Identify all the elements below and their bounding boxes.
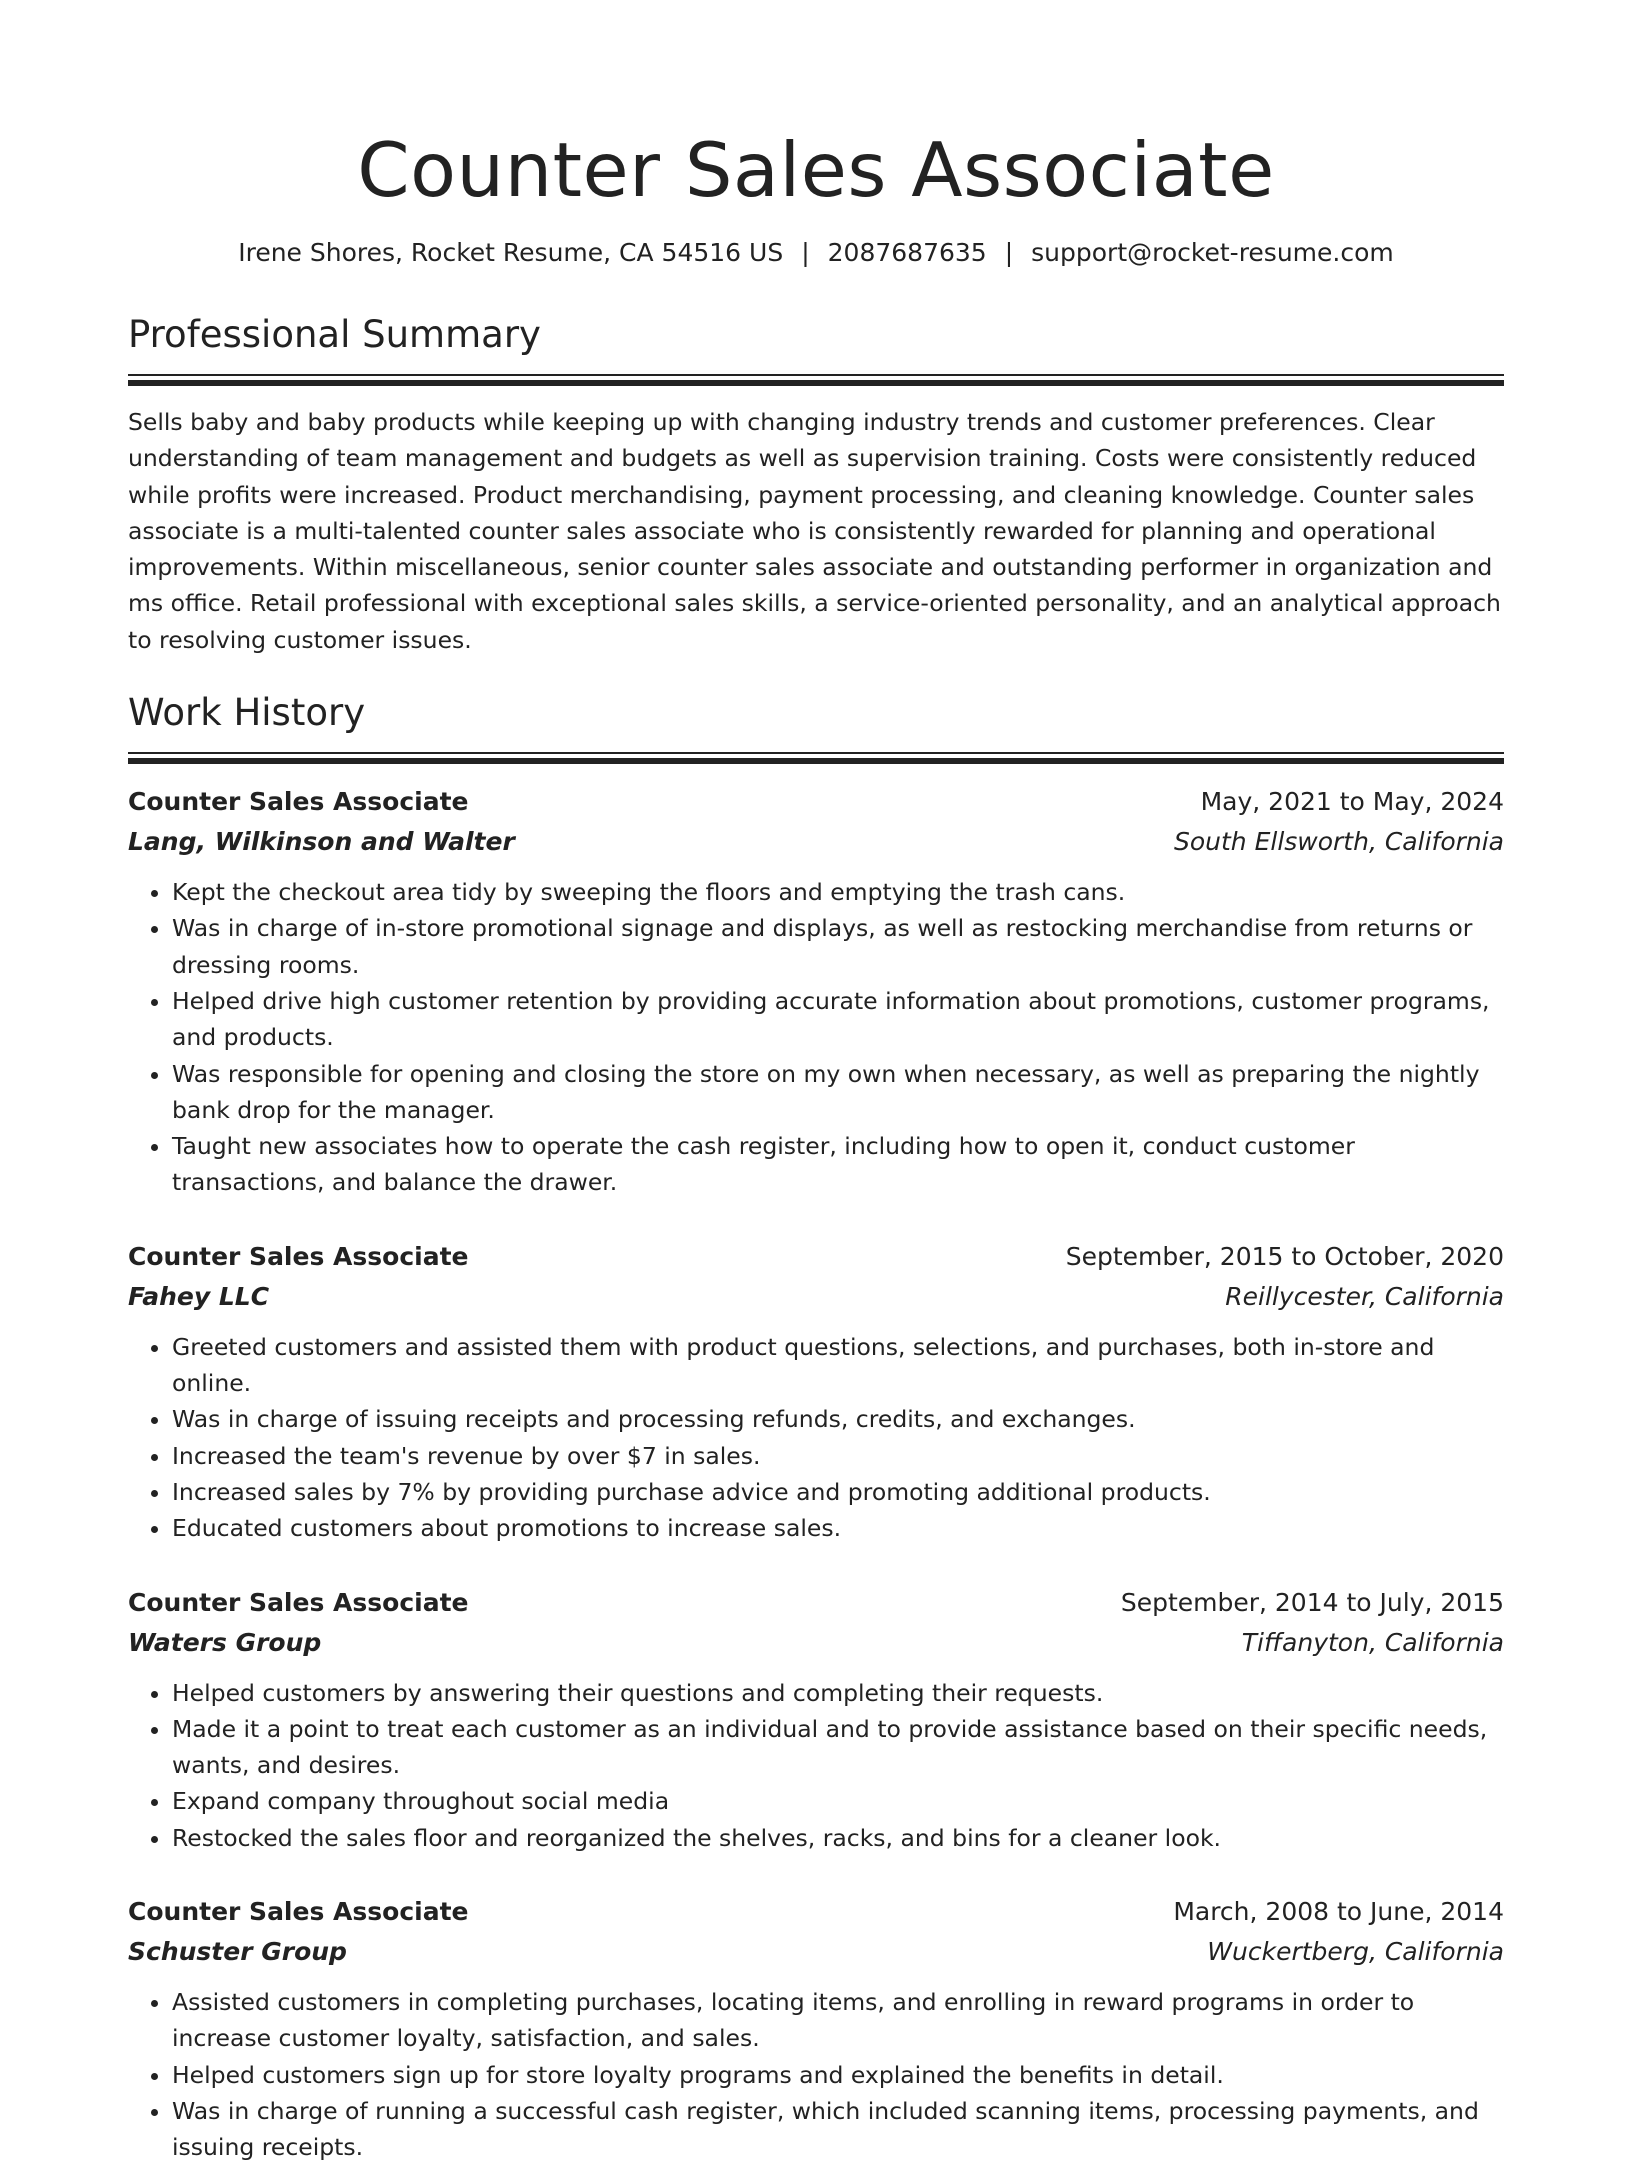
job-bullet: • Kept the checkout area tidy by sweeping the floors and emptying the trash cans. [172, 874, 1504, 910]
job-entry [128, 1583, 1504, 1856]
job-dates: September, 2015 to October, 2020 [1065, 1241, 1504, 1271]
contact-line [128, 236, 1504, 270]
job-title: Counter Sales Associate [128, 1587, 469, 1617]
job-company: Waters Group [128, 1627, 322, 1657]
job-bullet: • Assisted customers in completing purchases, locating items, and enrolling in reward programs in order to increase customer loyalty, satisfaction, and sales. [172, 1984, 1504, 2057]
job-title: Counter Sales Associate [128, 787, 469, 817]
job-location: Wuckertberg, California [1207, 1937, 1504, 1967]
job-title: Counter Sales Associate [128, 1241, 469, 1271]
job-bullet: • Increased sales by 7% by providing purchase advice and promoting additional products. [172, 1474, 1504, 1510]
job-bullet: • Helped customers by answering their questions and completing their requests. [172, 1675, 1504, 1711]
job-bullet: • Increased the team's revenue by over $7 in sales. [172, 1438, 1504, 1474]
job-header-row [128, 1583, 1504, 1623]
job-subheader-row [128, 1277, 1504, 1317]
job-header-row [128, 1237, 1504, 1277]
job-bullet-list [128, 1984, 1504, 2165]
job-bullet: • Taught new associates how to operate the cash register, including how to open it, conduct customer transactions, and balance the drawer. [172, 1128, 1504, 1201]
professional-summary-section [128, 310, 1504, 658]
section-divider [128, 752, 1504, 764]
resume-title: Counter Sales Associate [357, 126, 1275, 214]
contact-email: support@rocket-resume.com [1031, 238, 1394, 267]
job-dates: September, 2014 to July, 2015 [1120, 1587, 1504, 1617]
contact-separator: | [801, 238, 810, 267]
job-bullet: • Helped customers sign up for store loyalty programs and explained the benefits in detail. [172, 2057, 1504, 2093]
section-divider [128, 374, 1504, 386]
work-history-section [128, 688, 1504, 2165]
section-heading-work-history: Work History [128, 691, 366, 735]
job-bullet: • Restocked the sales floor and reorganized the shelves, racks, and bins for a cleaner look. [172, 1820, 1504, 1856]
job-subheader-row [128, 1932, 1504, 1972]
resume-page [128, 0, 1504, 2166]
job-bullet: • Was responsible for opening and closing the store on my own when necessary, as well as preparing the nightly bank drop for the manager. [172, 1056, 1504, 1129]
job-bullet: • Was in charge of issuing receipts and processing refunds, credits, and exchanges. [172, 1401, 1504, 1437]
job-location: Tiffanyton, California [1241, 1627, 1504, 1657]
job-header-row [128, 782, 1504, 822]
job-dates: May, 2021 to May, 2024 [1200, 787, 1504, 817]
job-bullet: • Was in charge of running a successful cash register, which included scanning items, processing payments, and issuing receipts. [172, 2093, 1504, 2166]
job-bullet-list [128, 1329, 1504, 1547]
job-bullet: • Made it a point to treat each customer as an individual and to provide assistance based on their specific needs, wants, and desires. [172, 1711, 1504, 1784]
job-location: Reillycester, California [1225, 1281, 1504, 1311]
job-bullet: • Was in charge of in-store promotional signage and displays, as well as restocking merchandise from returns or dressing rooms. [172, 910, 1504, 983]
job-company: Schuster Group [128, 1937, 347, 1967]
job-bullet-list [128, 1675, 1504, 1856]
job-bullet-list [128, 874, 1504, 1201]
job-bullet: • Helped drive high customer retention by providing accurate information about promotions, customer programs, and products. [172, 983, 1504, 1056]
job-subheader-row [128, 822, 1504, 862]
job-subheader-row [128, 1623, 1504, 1663]
summary-text: Sells baby and baby products while keeping up with changing industry trends and customer preferences. Clear understanding of team management and budgets as well as supervision training. Costs were consistently reduced while profits were increased. Product merchandising, payment processing, and cleaning knowledge. Counter sales associate is a multi-talented counter sales associate who is consistently rewarded for planning and operational improvements. Within miscellaneous, senior counter sales associate and outstanding performer in organization and ms office. Retail professional with exceptional sales skills, a service-oriented personality, and an analytical approach to resolving customer issues. [128, 408, 1501, 654]
job-entry [128, 782, 1504, 1201]
job-bullet: • Greeted customers and assisted them with product questions, selections, and purchases, both in-store and online. [172, 1329, 1504, 1402]
contact-separator: | [1004, 238, 1014, 267]
job-company: Fahey LLC [128, 1281, 270, 1311]
job-title: Counter Sales Associate [128, 1897, 469, 1927]
job-entry [128, 1237, 1504, 1547]
section-heading-summary: Professional Summary [128, 313, 541, 356]
job-location: South Ellsworth, California [1173, 827, 1504, 857]
job-bullet: • Expand company throughout social media [172, 1783, 1504, 1819]
job-entry [128, 1892, 1504, 2165]
contact-address: Irene Shores, Rocket Resume, CA 54516 US [238, 238, 784, 267]
contact-phone: 2087687635 [827, 238, 987, 267]
job-bullet: • Educated customers about promotions to increase sales. [172, 1510, 1504, 1546]
job-company: Lang, Wilkinson and Walter [128, 827, 515, 857]
job-dates: March, 2008 to June, 2014 [1173, 1897, 1504, 1927]
job-header-row [128, 1892, 1504, 1932]
